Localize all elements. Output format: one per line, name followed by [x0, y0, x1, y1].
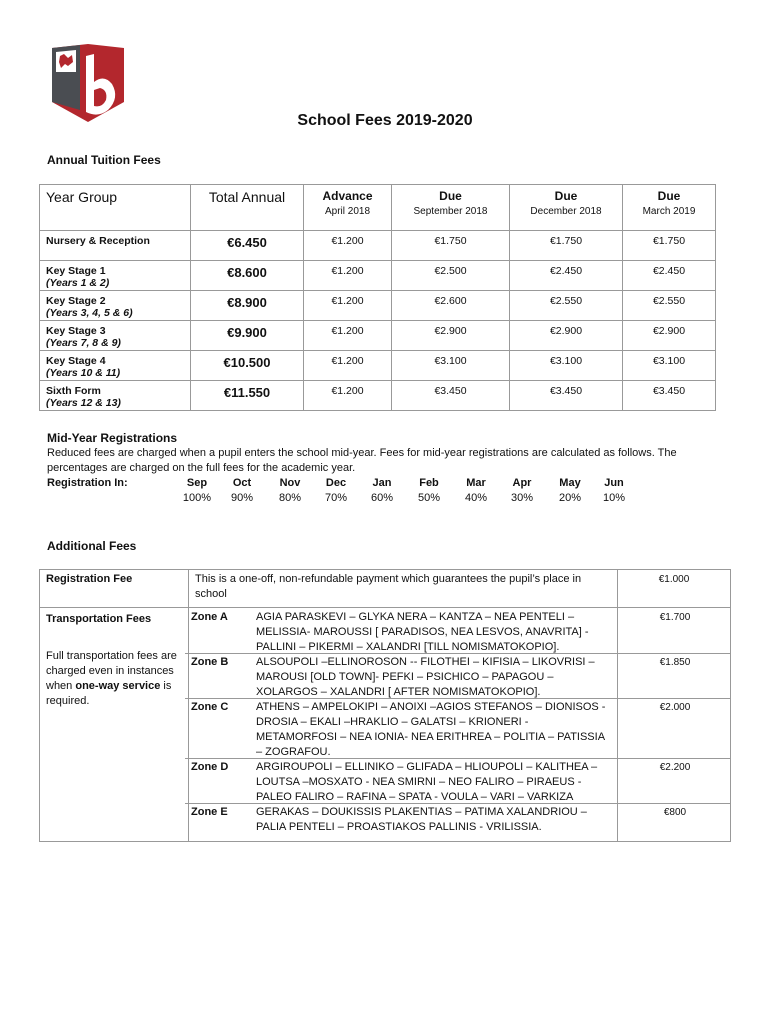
additional-fees-heading: Additional Fees [47, 539, 137, 553]
row-due-3: €2.550 [623, 291, 716, 321]
month-col: Dec 70% [324, 477, 348, 504]
zone-price: €800 [663, 807, 687, 818]
row-name: Key Stage 1 (Years 1 & 2) [40, 261, 191, 291]
month-col: May 20% [558, 477, 582, 504]
month-col: Jan 60% [370, 477, 394, 504]
month-col: Sep 100% [182, 477, 212, 504]
row-advance: €1.200 [304, 261, 392, 291]
row-due-2: €1.750 [510, 231, 623, 261]
row-total: €8.900 [191, 291, 304, 321]
month-col: Nov 80% [278, 477, 302, 504]
row-total: €11.550 [191, 381, 304, 411]
zone-divider [185, 653, 731, 654]
row-due-2: €2.550 [510, 291, 623, 321]
row-due-1: €1.750 [392, 231, 510, 261]
table-row [40, 291, 716, 321]
table-row [40, 231, 716, 261]
transport-label: Transportation Fees [46, 613, 152, 625]
row-advance: €1.200 [304, 231, 392, 261]
row-due-1: €2.600 [392, 291, 510, 321]
col-due-2: Due December 2018 [510, 185, 623, 231]
table-row [40, 351, 716, 381]
row-due-3: €1.750 [623, 231, 716, 261]
row-due-1: €3.450 [392, 381, 510, 411]
transport-label-cell [40, 608, 189, 842]
row-total: €10.500 [191, 351, 304, 381]
row-advance: €1.200 [304, 351, 392, 381]
tuition-fees-table [39, 184, 716, 411]
zone-price: €2.000 [659, 702, 691, 713]
zone-areas: ALSOUPOLI –ELLINOROSON -- FILOTHEI – KIFISIA – LIKOVRISI – MAROUSI [OLD TOWN]- PEFKI – PSICHICO – PAPAGOU – XOLARGOS – XALANDRI [ AFTER NOMISMATOKOPIO]. [256, 656, 595, 698]
col-advance: Advance April 2018 [304, 185, 392, 231]
zone-label: Zone E [191, 806, 228, 818]
zone-label: Zone D [191, 761, 229, 773]
row-due-2: €3.450 [510, 381, 623, 411]
zone-areas: ATHENS – AMPELOKIPI – ANOIXI –AGIOS STEFANOS – DIONISOS - DROSIA – EKALI –HRAKLIO – GALATSI – KRIONERI - METAMORFOSI – NEA IONIA- NEA ERITHREA – POLITIA – PATISSIA – ZOGRAFOU. [256, 701, 606, 758]
zone-price: €2.200 [659, 762, 691, 773]
row-due-3: €2.900 [623, 321, 716, 351]
row-name: Nursery & Reception [40, 231, 191, 261]
zone-price: €1.850 [659, 657, 691, 668]
table-row [40, 321, 716, 351]
row-due-3: €3.450 [623, 381, 716, 411]
row-due-3: €2.450 [623, 261, 716, 291]
col-total: Total Annual [191, 185, 304, 231]
row-total: €8.600 [191, 261, 304, 291]
row-due-2: €2.900 [510, 321, 623, 351]
row-name: Key Stage 4 (Years 10 & 11) [40, 351, 191, 381]
registration-fee-price: €1.000 [618, 570, 731, 608]
zone-divider [185, 698, 731, 699]
zone-areas: ARGIROUPOLI – ELLINIKO – GLIFADA – HLIOUPOLI – KALITHEA – LOUTSA –MOSXATO - NEA SMIRNI – NEO FALIRO – PIRAEUS - PALEO FALIRO – RAFINA – SPATA - VOULA – VARI – VARKIZA [256, 761, 598, 803]
row-due-1: €2.500 [392, 261, 510, 291]
table-row [40, 381, 716, 411]
row-name: Sixth Form (Years 12 & 13) [40, 381, 191, 411]
midyear-heading: Mid-Year Registrations [47, 431, 178, 445]
month-col: Apr 30% [510, 477, 534, 504]
registration-in-label: Registration In: [47, 477, 128, 489]
registration-fee-label: Registration Fee [40, 570, 189, 608]
registration-fee-desc: This is a one-off, non-refundable payment which guarantees the pupil’s place in school [189, 570, 618, 608]
zone-areas: AGIA PARASKEVI – GLYKA NERA – KANTZA – NEA PENTELI – MELISSIA- MAROUSSI [ PARADISOS, NEA LESVOS, ANAVRITA] - PALLINI – PIKERMI – XALANDRI [TILL NOMISMATOKOPIO]. [256, 611, 589, 653]
col-due-3: Due March 2019 [623, 185, 716, 231]
row-due-3: €3.100 [623, 351, 716, 381]
row-advance: €1.200 [304, 321, 392, 351]
zone-areas: GERAKAS – DOUKISSIS PLAKENTIAS – PATIMA XALANDRIOU – PALIA PENTELI – PROASTIAKOS PALLINIS - VRILISSIA. [256, 806, 587, 833]
zone-label: Zone B [191, 656, 229, 668]
row-name: Key Stage 2 (Years 3, 4, 5 & 6) [40, 291, 191, 321]
row-advance: €1.200 [304, 291, 392, 321]
month-col: Jun 10% [602, 477, 626, 504]
month-col: Oct 90% [230, 477, 254, 504]
month-col: Feb 50% [417, 477, 441, 504]
zone-label: Zone C [191, 701, 229, 713]
col-due-1: Due September 2018 [392, 185, 510, 231]
midyear-text: Reduced fees are charged when a pupil enters the school mid-year. Fees for mid-year registrations are calculated as follows. The percentages are charged on the full fees for the academic year. [47, 447, 677, 474]
row-due-2: €2.450 [510, 261, 623, 291]
zone-divider [185, 758, 731, 759]
table-row [40, 261, 716, 291]
zone-label: Zone A [191, 611, 228, 623]
col-year-group: Year Group [40, 185, 191, 231]
transport-note: Full transportation fees are charged even in instances when one-way service is required. [46, 650, 177, 707]
row-total: €9.900 [191, 321, 304, 351]
row-due-2: €3.100 [510, 351, 623, 381]
zone-divider [185, 803, 731, 804]
month-col: Mar 40% [464, 477, 488, 504]
row-due-1: €2.900 [392, 321, 510, 351]
zone-price: €1.700 [659, 612, 691, 623]
row-name: Key Stage 3 (Years 7, 8 & 9) [40, 321, 191, 351]
annual-fees-heading: Annual Tuition Fees [47, 153, 161, 167]
page-title: School Fees 2019-2020 [297, 112, 473, 129]
row-due-1: €3.100 [392, 351, 510, 381]
row-advance: €1.200 [304, 381, 392, 411]
row-total: €6.450 [191, 231, 304, 261]
